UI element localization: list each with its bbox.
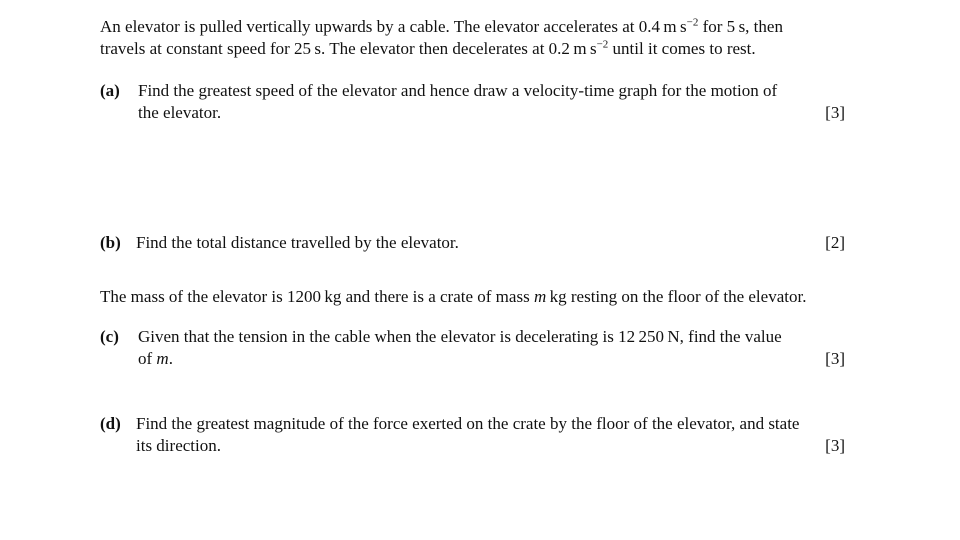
intro-line-1-exponent: −2 [686,16,699,29]
question-c-cont-b: . [168,349,173,368]
stem-text-tail: kg resting on the floor of the elevator. [546,287,807,306]
question-b-body [100,232,459,254]
question-b-text: Find the total distance travelled by the elevator. [136,233,459,252]
stem-variable: m [533,287,547,306]
question-d-text-cont: its direction. [136,436,221,455]
intro-line-2 [100,38,845,60]
question-a-label: (a) [100,81,120,100]
intro-line-2-text: travels at constant speed for 25 s. The elevator then decelerates at 0.2 m s [100,39,597,58]
question-b [100,232,845,254]
question-c-cont-a: of [138,349,157,368]
problem-intro [100,16,845,60]
intro-line-1-tail: for 5 s, then [698,17,783,36]
question-a-line-2 [100,102,845,124]
question-c-line-2 [100,348,845,370]
question-a-marks: [3] [825,103,845,122]
question-d-marks: [3] [825,436,845,455]
question-c [100,326,845,370]
crate-stem [100,286,845,308]
question-c-variable: m [156,349,169,368]
question-b-marks: [2] [825,233,845,252]
question-c-line-1 [100,326,845,348]
question-a-line-1 [100,80,845,102]
question-a-text-cont: the elevator. [138,103,222,122]
question-b-line-1 [100,232,845,254]
question-c-text: Given that the tension in the cable when the elevator is decelerating is 12 250 N, find the value [138,327,782,346]
question-d-line-2 [100,435,845,457]
question-d [100,413,845,457]
stem-text: The mass of the elevator is 1200 kg and there is a crate of mass [100,287,534,306]
question-d-label: (d) [100,414,121,433]
intro-line-1-text: An elevator is pulled vertically upwards by a cable. The elevator accelerates at 0.4 m s [100,17,687,36]
intro-line-2-tail: until it comes to rest. [608,39,756,58]
question-a-text: Find the greatest speed of the elevator and hence draw a velocity-time graph for the motion of [138,81,778,100]
question-d-text: Find the greatest magnitude of the force exerted on the crate by the floor of the elevator, and state [136,414,800,433]
question-c-text-cont [138,348,173,370]
intro-line-1 [100,16,845,38]
intro-line-2-exponent: −2 [596,38,609,51]
question-c-marks: [3] [825,349,845,368]
question-d-line-1 [100,413,845,435]
question-c-label: (c) [100,327,119,346]
question-a [100,80,845,124]
question-b-label: (b) [100,233,121,252]
